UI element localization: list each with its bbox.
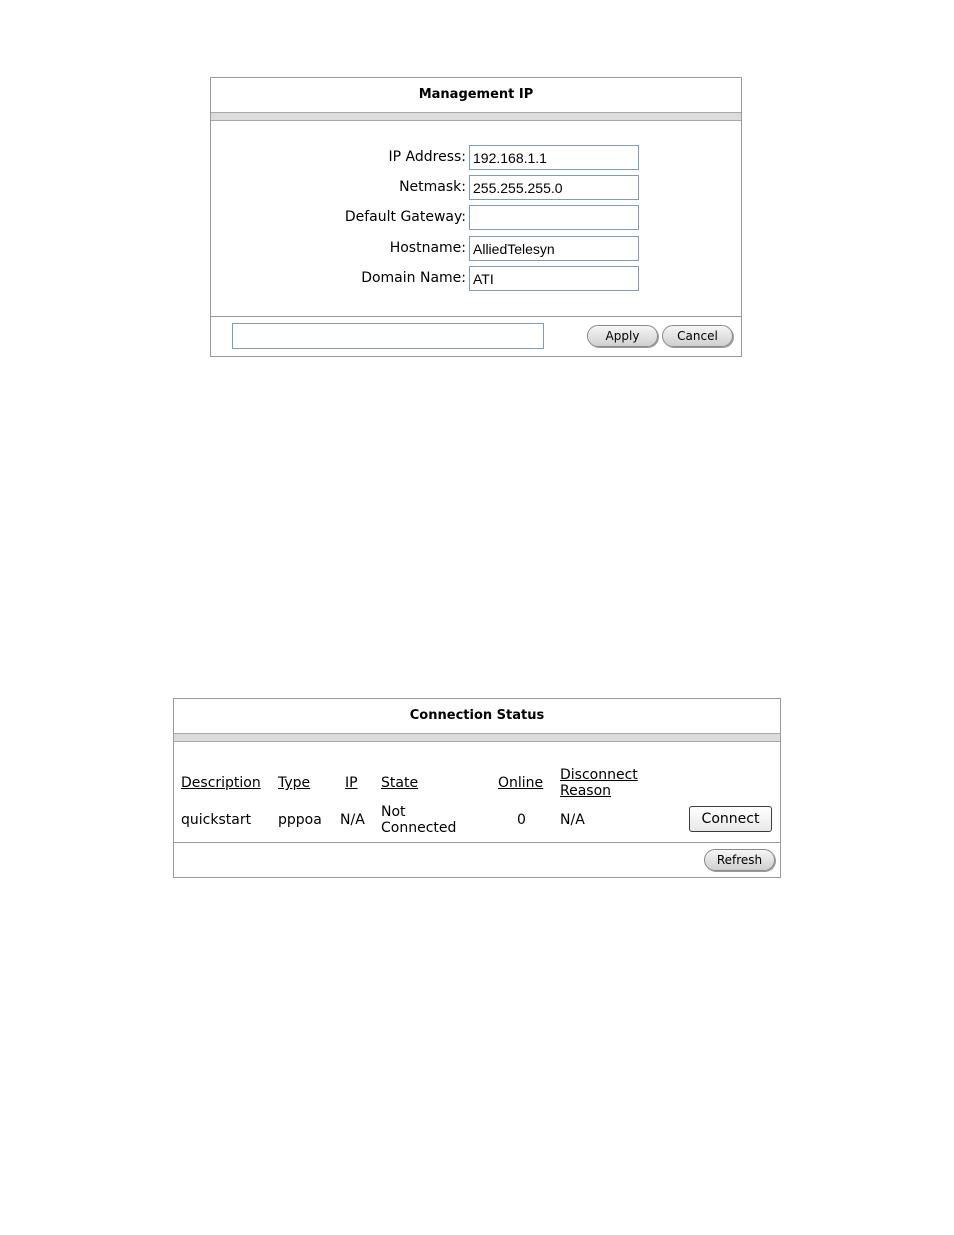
header-state[interactable]: State	[381, 775, 419, 791]
hostname-label: Hostname:	[389, 240, 466, 256]
header-online[interactable]: Online	[498, 775, 544, 791]
default-gateway-row	[211, 205, 741, 231]
cell-ip: N/A	[340, 812, 365, 828]
apply-button[interactable]: Apply	[587, 325, 658, 347]
cell-state-line1: Not	[381, 804, 406, 820]
domain-name-input[interactable]	[469, 266, 639, 291]
management-ip-panel	[210, 77, 742, 357]
footer-divider	[174, 842, 780, 843]
title-separator	[211, 112, 741, 121]
connection-status-panel	[173, 698, 781, 878]
cancel-button[interactable]: Cancel	[662, 325, 733, 347]
status-message-field	[232, 323, 544, 349]
hostname-input[interactable]	[469, 236, 639, 261]
ip-address-row	[211, 145, 741, 171]
netmask-input[interactable]	[469, 175, 639, 200]
footer-divider	[211, 316, 741, 317]
connect-button[interactable]: Connect	[689, 806, 772, 832]
ip-address-input[interactable]	[469, 145, 639, 170]
default-gateway-label: Default Gateway:	[344, 209, 466, 225]
connection-status-title: Connection Status	[409, 708, 545, 723]
header-description[interactable]: Description	[181, 775, 261, 791]
hostname-row	[211, 236, 741, 262]
cell-type: pppoa	[278, 812, 322, 828]
header-type[interactable]: Type	[278, 775, 311, 791]
title-separator	[174, 733, 780, 742]
header-disconnect-reason-line2[interactable]: Reason	[560, 783, 612, 799]
refresh-button[interactable]: Refresh	[704, 849, 775, 871]
management-ip-title: Management IP	[418, 87, 534, 102]
cell-description: quickstart	[181, 812, 252, 828]
header-disconnect-reason-line1[interactable]: Disconnect	[560, 767, 638, 783]
default-gateway-input[interactable]	[469, 205, 639, 230]
domain-name-label: Domain Name:	[361, 270, 466, 286]
header-ip[interactable]: IP	[345, 775, 358, 791]
ip-address-label: IP Address:	[388, 149, 466, 165]
domain-name-row	[211, 266, 741, 292]
netmask-label: Netmask:	[399, 179, 466, 195]
netmask-row	[211, 175, 741, 201]
cell-state-line2: Connected	[381, 820, 457, 836]
cell-disconnect-reason: N/A	[560, 812, 585, 828]
cell-online: 0	[517, 812, 526, 828]
